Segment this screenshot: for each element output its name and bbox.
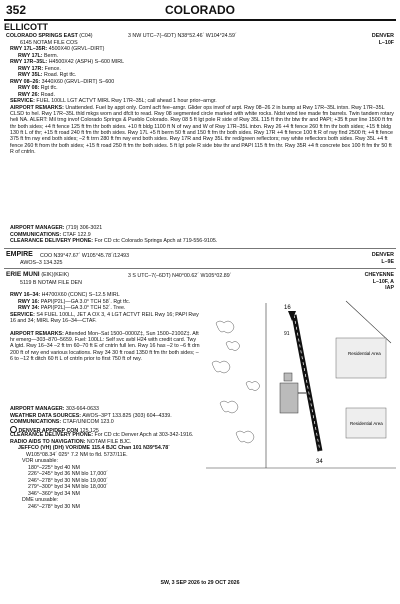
manager-line: AIRPORT MANAGER: 303-664-0633 bbox=[10, 406, 99, 412]
comm-line: COMMUNICATIONS: CTAF/UNICOM 123.0 bbox=[10, 419, 114, 425]
airport-name: EMPIRE bbox=[6, 251, 33, 258]
chart-ref: L–10F, A bbox=[372, 278, 394, 285]
runway-line: RWY 08–26: 3440X60 (GRVL–DIRT) S–600 bbox=[10, 78, 115, 85]
region: DENVER bbox=[371, 33, 394, 39]
page-number: 352 bbox=[6, 3, 27, 17]
region: DENVER bbox=[371, 252, 394, 258]
radio-aids-line: RADIO AIDS TO NAVIGATION: NOTAM FILE BJC. bbox=[10, 438, 132, 445]
runway-line: RWY 16–34: H4700X60 (CONC) S–12.5 MIRL bbox=[10, 292, 120, 298]
iap-ref: IAP bbox=[385, 285, 394, 291]
elevation-notam: 5119 B NOTAM FILE DEN bbox=[20, 279, 82, 286]
obstacle-label: 91 bbox=[284, 331, 290, 337]
airport-id: (C04) bbox=[79, 33, 93, 39]
vor-dme-line: JEFFCO (VH) (DH) VOR/DME 115.4 BJC Chan 101 N39°54.78´ bbox=[18, 445, 170, 451]
footer-effective-date: SW, 3 SEP 2026 to 29 OCT 2026 bbox=[160, 580, 240, 586]
weather-line: WEATHER DATA SOURCES: AWOS–3PT 133.825 (303) 604–4339. bbox=[10, 412, 172, 419]
section-divider bbox=[4, 268, 396, 269]
runway-label-34: 34 bbox=[316, 459, 323, 465]
runway-end-line: RWY 17L: Berm. bbox=[18, 52, 59, 59]
vor-unusable-label: VOR unusable: bbox=[22, 458, 58, 464]
dme-unusable-item: 246°–278° byd 30 NM bbox=[28, 503, 80, 510]
residential-label: Residential Area bbox=[350, 421, 383, 426]
section-divider bbox=[4, 248, 396, 249]
airport-name bbox=[6, 33, 93, 39]
region: CHEYENNE bbox=[364, 272, 394, 278]
service-line: SERVICE: FUEL 100LL LGT ACTVT MIRL Rwy 17R–35L; call ahead 1 hour prior–arngr. bbox=[10, 98, 217, 104]
vor-unusable-item: 246°–278° byd 30 NM blo 19,000´ bbox=[28, 477, 108, 484]
runway-line: RWY 17L–35R: 4500X40 (GRVL–DIRT) bbox=[10, 46, 105, 52]
airport-coords: COO N39°47.67´ W105°45.78´/12493 bbox=[40, 253, 130, 259]
airport-location: 3 NW UTC–7(–6DT) N38°52.46´ W104°24.59´ bbox=[128, 33, 237, 39]
approach-line: DENVER APP/DEP CON 125.125 bbox=[10, 426, 99, 434]
road bbox=[206, 301, 396, 468]
apron bbox=[280, 373, 298, 413]
airport-name: ERIE MUNI (EIK)(KEIK) bbox=[6, 271, 70, 278]
runway-end-line: RWY 34: PAPI(P2L)—GA 3.0° TCH 52´. Tree. bbox=[18, 305, 126, 311]
service-line: SERVICE: S4 FUEL 100LL, JET A OX 3, 4 LGT ACTVT REIL Rwy 16; PAPI Rwy 16 and 34; MIRL Rwy 16–34—CTAF. bbox=[10, 311, 199, 324]
runway-end-line: RWY 08: Rgt tfc. bbox=[18, 85, 58, 91]
runway-end-line: RWY 26: Road. bbox=[18, 91, 55, 98]
tree-cluster bbox=[212, 321, 260, 443]
runway-label-16: 16 bbox=[284, 305, 291, 311]
airport-remarks: AIRPORT REMARKS: Attended Mon–Sat 1500–0000Z‡, Sun 1500–2100Z‡. Aft hr emerg—303–870–5659. Fuel: 100LL: Self svc avbl H24 with credit card. Twy A lgtd. Rwy 16–34 –2 ft trn 60–70 ft E of cntrln full len. Rwy 16 has –2 to –6 ft drn 200 ft of rwy end various locations. Rwy 34 30 ft road 1350 ft fm thr both sides; –6 to –12 ft ditch 60 ft L of cntrln prior to first 750 ft of rwy. bbox=[10, 330, 200, 362]
clearance-line: CLEARANCE DELIVERY PHONE: For CD ctc Denver Apch at 303-342-1916. bbox=[10, 432, 194, 438]
runway-end-line: RWY 35L: Road. Rgt tfc. bbox=[18, 72, 77, 78]
manager-line: AIRPORT MANAGER: (719) 306-3021 bbox=[10, 225, 103, 231]
runway-line: RWY 17R–35L: H4500X42 (ASPH) S–600 MIRL bbox=[10, 59, 125, 65]
vor-unusable-item: 346°–360° byd 34 NM bbox=[28, 490, 80, 497]
state-title: COLORADO bbox=[165, 3, 235, 17]
runway-end-line: RWY 17R: Fence. bbox=[18, 65, 61, 72]
vor-unusable-item: 279°–300° byd 34 NM blo 18,000´ bbox=[28, 484, 108, 490]
dme-unusable-label: DME unusable: bbox=[22, 497, 59, 503]
header-rule bbox=[4, 19, 396, 21]
vor-unusable-item: 226°–245° byd 36 NM blo 17,000´ bbox=[28, 471, 108, 477]
comm-line: COMMUNICATIONS: CTAF 122.9 bbox=[10, 231, 91, 238]
chart-ref: L–9E bbox=[381, 258, 394, 265]
elevation-notam: 6145 NOTAM FILE COS bbox=[20, 39, 78, 46]
awos-line: AWOS–3 134.325 bbox=[20, 259, 63, 266]
clearance-line: CLEARANCE DELIVERY PHONE: For CD ctc Colorado Springs Apch at 719-556-9105. bbox=[10, 238, 218, 244]
airport-location: 3 S UTC–7(–6DT) N40°00.62´ W105°02.89´ bbox=[128, 273, 232, 279]
vor-unusable-item: 180°–225° byd 40 NM bbox=[28, 464, 80, 471]
city-name: ELLICOTT bbox=[4, 22, 48, 32]
airport-remarks: AIRPORT REMARKS: Unattended. Fuel by appt only. Coml acft fee–arngr. Glider ops invof of arpt. Rwy 08–26 2 in bump at Rwy 17R–35L intxn. Rwy 17R–35L CLSD to hel. Rwy 17R–35L thld mkgs worn and dfclt to read. Rwy 08 segmented circle marked with white rocks. Ndst wind tee made fm barrels. Twin tandem rotary heli NA. ALERT: Mil trng invof Colorado Springs & Pueblo Colorado. Rwy 08 5 ft lgt pole R side of Rwy 35L 115 ft thn thr btw thr and PAPI; +35 ft pwr line 1500 ft fm thr both sides; +4 ft fence 125 ft fm thr both sides. +10 ft bldg 1100 ft N of rwy and W of Rwy 17R–35L intxn. Rwy 26 +4 ft fence 260 ft fm thr both sides; +15 ft bldg 130 ft L of thr; +15 ft road 240 ft fm thr both sides. Rwy 17L +5 ft berm 50 ft and 150 ft fm thr both sides. Rwy 17R +4 ft fence 100 ft R of rwy find 2500 ft; +4 ft fence 375 ft fm rwy end both sides; –2 ft trrn 280 ft fm rwy end both sides. Rwy 17R and Rwy 35L thr red/green reflectors; rwy white reflectors both sides. Rwy 35L +4 ft fence 260 ft from thr both sides; +15 ft road 250 ft fm thr both sides. 5 ft lgt pole R side btw thr and PAPI 115 ft fm thr. Rwy 35R +4 ft concrete box 100 ft fm thr 50 ft R of cntrln. bbox=[10, 104, 394, 155]
vor-dme-line: W105°08.34´ 025° 7.2 NM to fld. 5737/11E. bbox=[26, 451, 128, 458]
runway-end-line: RWY 16: PAPI(P2L)—GA 3.0° TCH 58´. Rgt tfc. bbox=[18, 298, 131, 305]
airport-diagram bbox=[206, 293, 396, 473]
residential-label: Residential Area bbox=[348, 351, 381, 356]
airport-name-text: COLORADO SPRINGS EAST bbox=[6, 33, 78, 39]
chart-ref: L–10F bbox=[378, 39, 394, 46]
